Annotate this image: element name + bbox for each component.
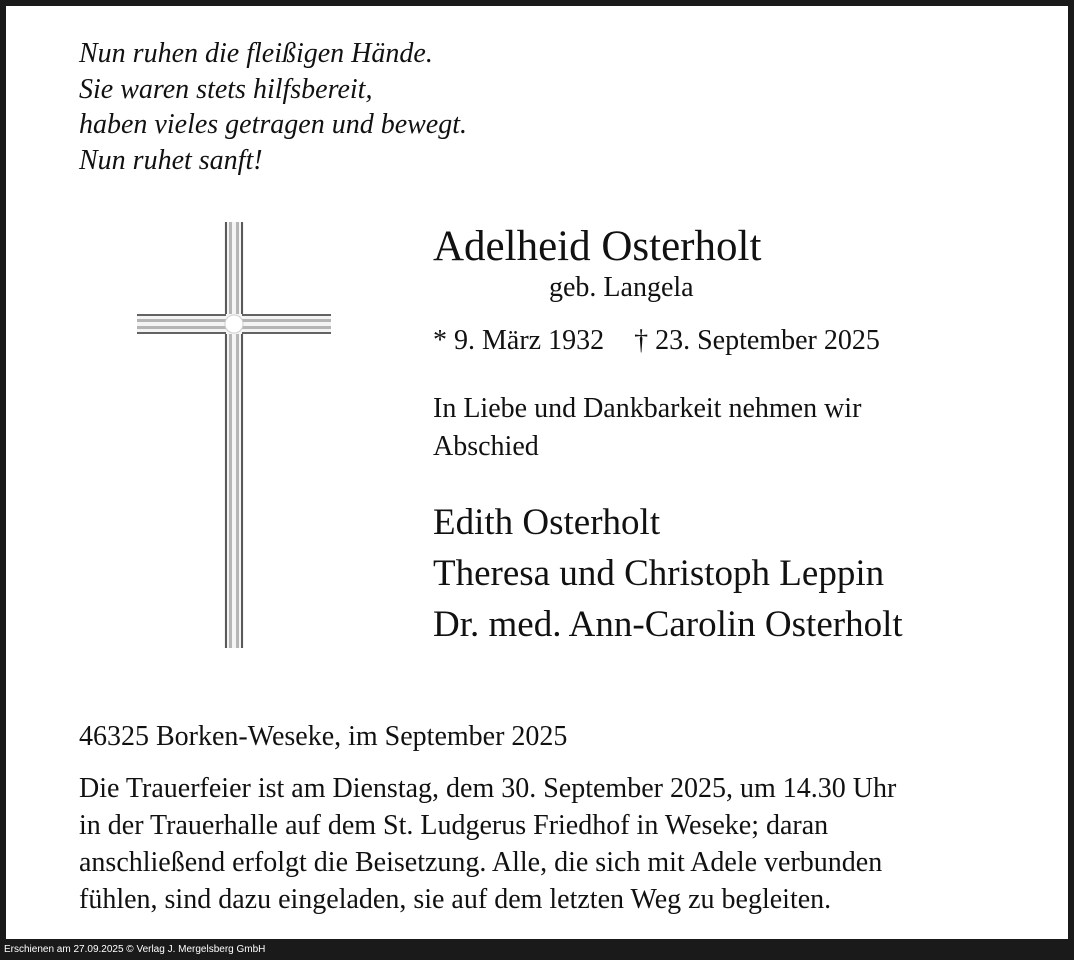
maiden-name: geb. Langela	[549, 272, 694, 303]
death-date: † 23. September 2025	[634, 325, 880, 356]
publication-footer: Erschienen am 27.09.2025 © Verlag J. Mergelsberg GmbH	[4, 944, 266, 955]
life-dates	[433, 325, 880, 357]
poem-line: haben vieles getragen und bewegt.	[79, 109, 468, 140]
poem-line: Nun ruhen die fleißigen Hände.	[79, 38, 433, 69]
service-line: anschließend erfolgt die Beisetzung. Alle, die sich mit Adele verbunden	[79, 847, 883, 878]
place-date: 46325 Borken-Weseke, im September 2025	[79, 721, 568, 752]
service-line: fühlen, sind dazu eingeladen, sie auf dem letzten Weg zu begleiten.	[79, 884, 832, 915]
mourner-name: Dr. med. Ann-Carolin Osterholt	[433, 604, 903, 645]
poem	[79, 36, 467, 178]
poem-line: Nun ruhet sanft!	[79, 144, 263, 176]
obituary-notice	[6, 6, 1068, 939]
service-line: Die Trauerfeier ist am Dienstag, dem 30. September 2025, um 14.30 Uhr	[79, 773, 897, 804]
farewell-line: In Liebe und Dankbarkeit nehmen wir	[433, 393, 862, 424]
funeral-service-text	[79, 770, 896, 918]
service-line: in der Trauerhalle auf dem St. Ludgerus Friedhof in Weseke; daran	[79, 810, 829, 841]
farewell-line: Abschied	[433, 431, 539, 462]
deceased-name: Adelheid Osterholt	[433, 223, 762, 270]
mourner-name: Theresa und Christoph Leppin	[433, 553, 885, 594]
mourners-list	[433, 497, 903, 650]
mourner-name: Edith Osterholt	[433, 502, 661, 543]
cross-icon	[137, 222, 331, 648]
birth-date: * 9. März 1932	[433, 325, 605, 356]
farewell-text	[433, 390, 861, 466]
poem-line: Sie waren stets hilfsbereit,	[79, 73, 373, 105]
